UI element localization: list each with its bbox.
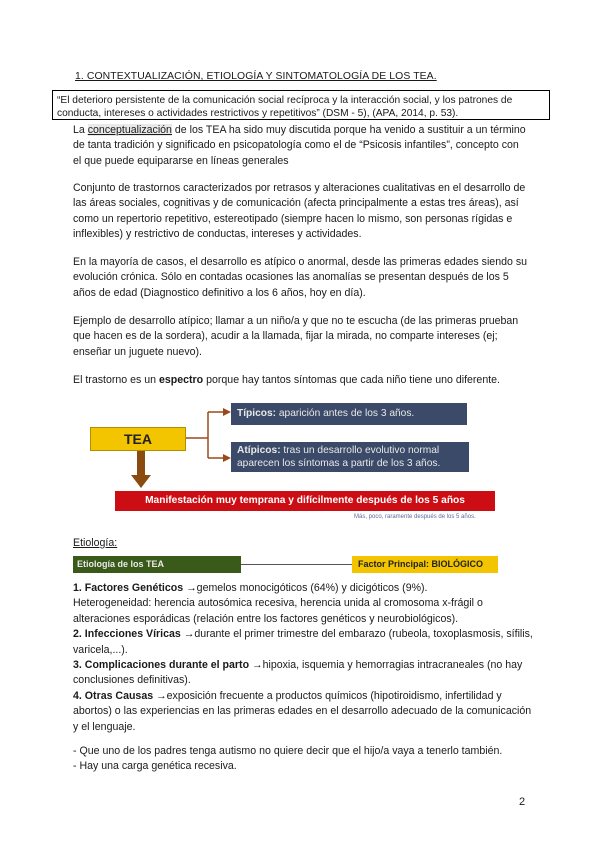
factor-num: 4.	[73, 689, 82, 702]
tea-box: TEA	[90, 427, 186, 451]
factor-extra: Heterogeneidad: herencia autosómica recesiva, herencia unida al cromosoma x-frágil o alteraciones esporádicas (relación entre los factores genéticos y neurobiológicos).	[73, 597, 483, 625]
note-item: - Que uno de los padres tenga autismo no quiere decir que el hijo/a vaya a tenerlo también.	[73, 745, 503, 757]
paragraph-evolucion: En la mayoría de casos, el desarrollo es atípico o anormal, desde las primeras edades siendo su evolución crónica. Sólo en contadas ocasiones las anomalías se presentan después de los 5 años de edad (Diagnostico definitivo a los 6 años, hoy en día).	[73, 256, 528, 299]
atipicos-text: tras un desarrollo evolutivo normal aparecen los síntomas a partir de los 3 años.	[237, 445, 441, 469]
factor-item	[73, 689, 533, 735]
factor-num: 2.	[73, 628, 82, 641]
factor-principal-box: Factor Principal: BIOLÓGICO	[352, 556, 498, 573]
p5-post: porque hay tantos síntomas que cada niño tiene uno diferente.	[203, 374, 500, 386]
factor-item	[73, 581, 533, 627]
arrow-icon: →	[249, 659, 263, 672]
notes-list	[73, 744, 543, 775]
p1-term: conceptualización	[87, 124, 172, 136]
factor-title: Complicaciones durante el parto	[84, 659, 250, 672]
paragraph-definicion: Conjunto de trastornos caracterizados por retrasos y alteraciones cualitativas en el desarrollo de las áreas sociales, cognitivas y de comunicación (afecta principalmente a estas tres áreas), así como un repertorio repetitivo, estereotipado (siempre hacen lo mismo, son personas rígidas e inflexibles) y restrictivo de conductas, intereses y actividades.	[73, 182, 526, 241]
arrow-icon: →	[180, 628, 195, 641]
bracket-lines	[184, 412, 224, 458]
tipicos-text: aparición antes de los 3 años.	[276, 408, 415, 419]
p5-bold: espectro	[158, 374, 204, 386]
factor-title: Infecciones Víricas	[84, 628, 181, 641]
arrow-icon: →	[183, 582, 197, 594]
down-arrow-shaft	[137, 450, 145, 476]
arrow-to-atipicos	[223, 454, 231, 462]
arrow-to-tipicos	[223, 408, 231, 416]
paragraph-ejemplo: Ejemplo de desarrollo atípico; llamar a un niño/a y que no te escucha (de las primeras prueban que hacen es de la sordera), acudir a la llamada, fijar la mirada, no comparte intereses (ej; enseñar un juguete nuevo).	[73, 315, 519, 358]
etiologia-box: Etiología de los TEA	[73, 556, 241, 573]
tiny-caption: Más, poco, raramente después de los 5 años.	[354, 514, 476, 520]
factor-item	[73, 627, 533, 658]
factor-text: gemelos monocigóticos (64%) y dicigóticos (9%).	[196, 582, 428, 594]
factor-text: exposición frecuente a productos químicos (hipotiroidismo, infertilidad y abortos) o las experiencias en las primeras edades en el desarrollo adecuado de la comunicación y el lenguaje.	[73, 689, 532, 733]
factor-title: Otras Causas	[84, 689, 154, 702]
etiologia-label: Etiología:	[73, 537, 118, 549]
p1-post: de los TEA ha sido muy discutida porque ha venido a sustituir a un término de tanta tradición y significado en psicopatología como el de “Psicosis infantiles”, concepto con el que puede equipararse en líneas generales	[73, 124, 526, 167]
etiologia-connector-line	[241, 564, 352, 565]
factor-title: Factores Genéticos	[84, 582, 184, 594]
tipicos-box	[231, 403, 467, 425]
factor-text: durante el primer trimestre del embarazo (rubeola, toxoplasmosis, sífilis, varicela,...).	[73, 628, 533, 656]
section-heading: 1. CONTEXTUALIZACIÓN, ETIOLOGÍA Y SINTOMATOLOGÍA DE LOS TEA.	[75, 71, 437, 82]
factor-num: 3.	[73, 659, 82, 672]
arrow-icon: →	[153, 689, 167, 702]
factors-list	[73, 581, 533, 735]
atipicos-label: Atípicos:	[237, 445, 281, 456]
manifestacion-bar: Manifestación muy temprana y difícilmente después de los 5 años	[115, 491, 495, 511]
factor-text: hipoxia, isquemia y hemorragias intracraneales (no hay conclusiones definitivas).	[73, 659, 523, 687]
dsm-quote-box: “El deterioro persistente de la comunicación social recíproca y la interacción social, y los patrones de conducta, intereses o actividades restrictivos y repetitivos” (DSM - 5), (APA, 2014, p. 53).	[52, 90, 550, 120]
page-number: 2	[519, 796, 526, 808]
p5-pre: El trastorno es un	[73, 374, 159, 386]
factor-num: 1.	[73, 582, 82, 594]
down-arrow-head	[131, 475, 151, 488]
tipicos-label: Típicos:	[237, 408, 277, 419]
p1-pre: La	[73, 124, 88, 136]
note-item: - Hay una carga genética recesiva.	[73, 760, 237, 773]
atipicos-box	[231, 442, 469, 472]
factor-item	[73, 658, 533, 689]
